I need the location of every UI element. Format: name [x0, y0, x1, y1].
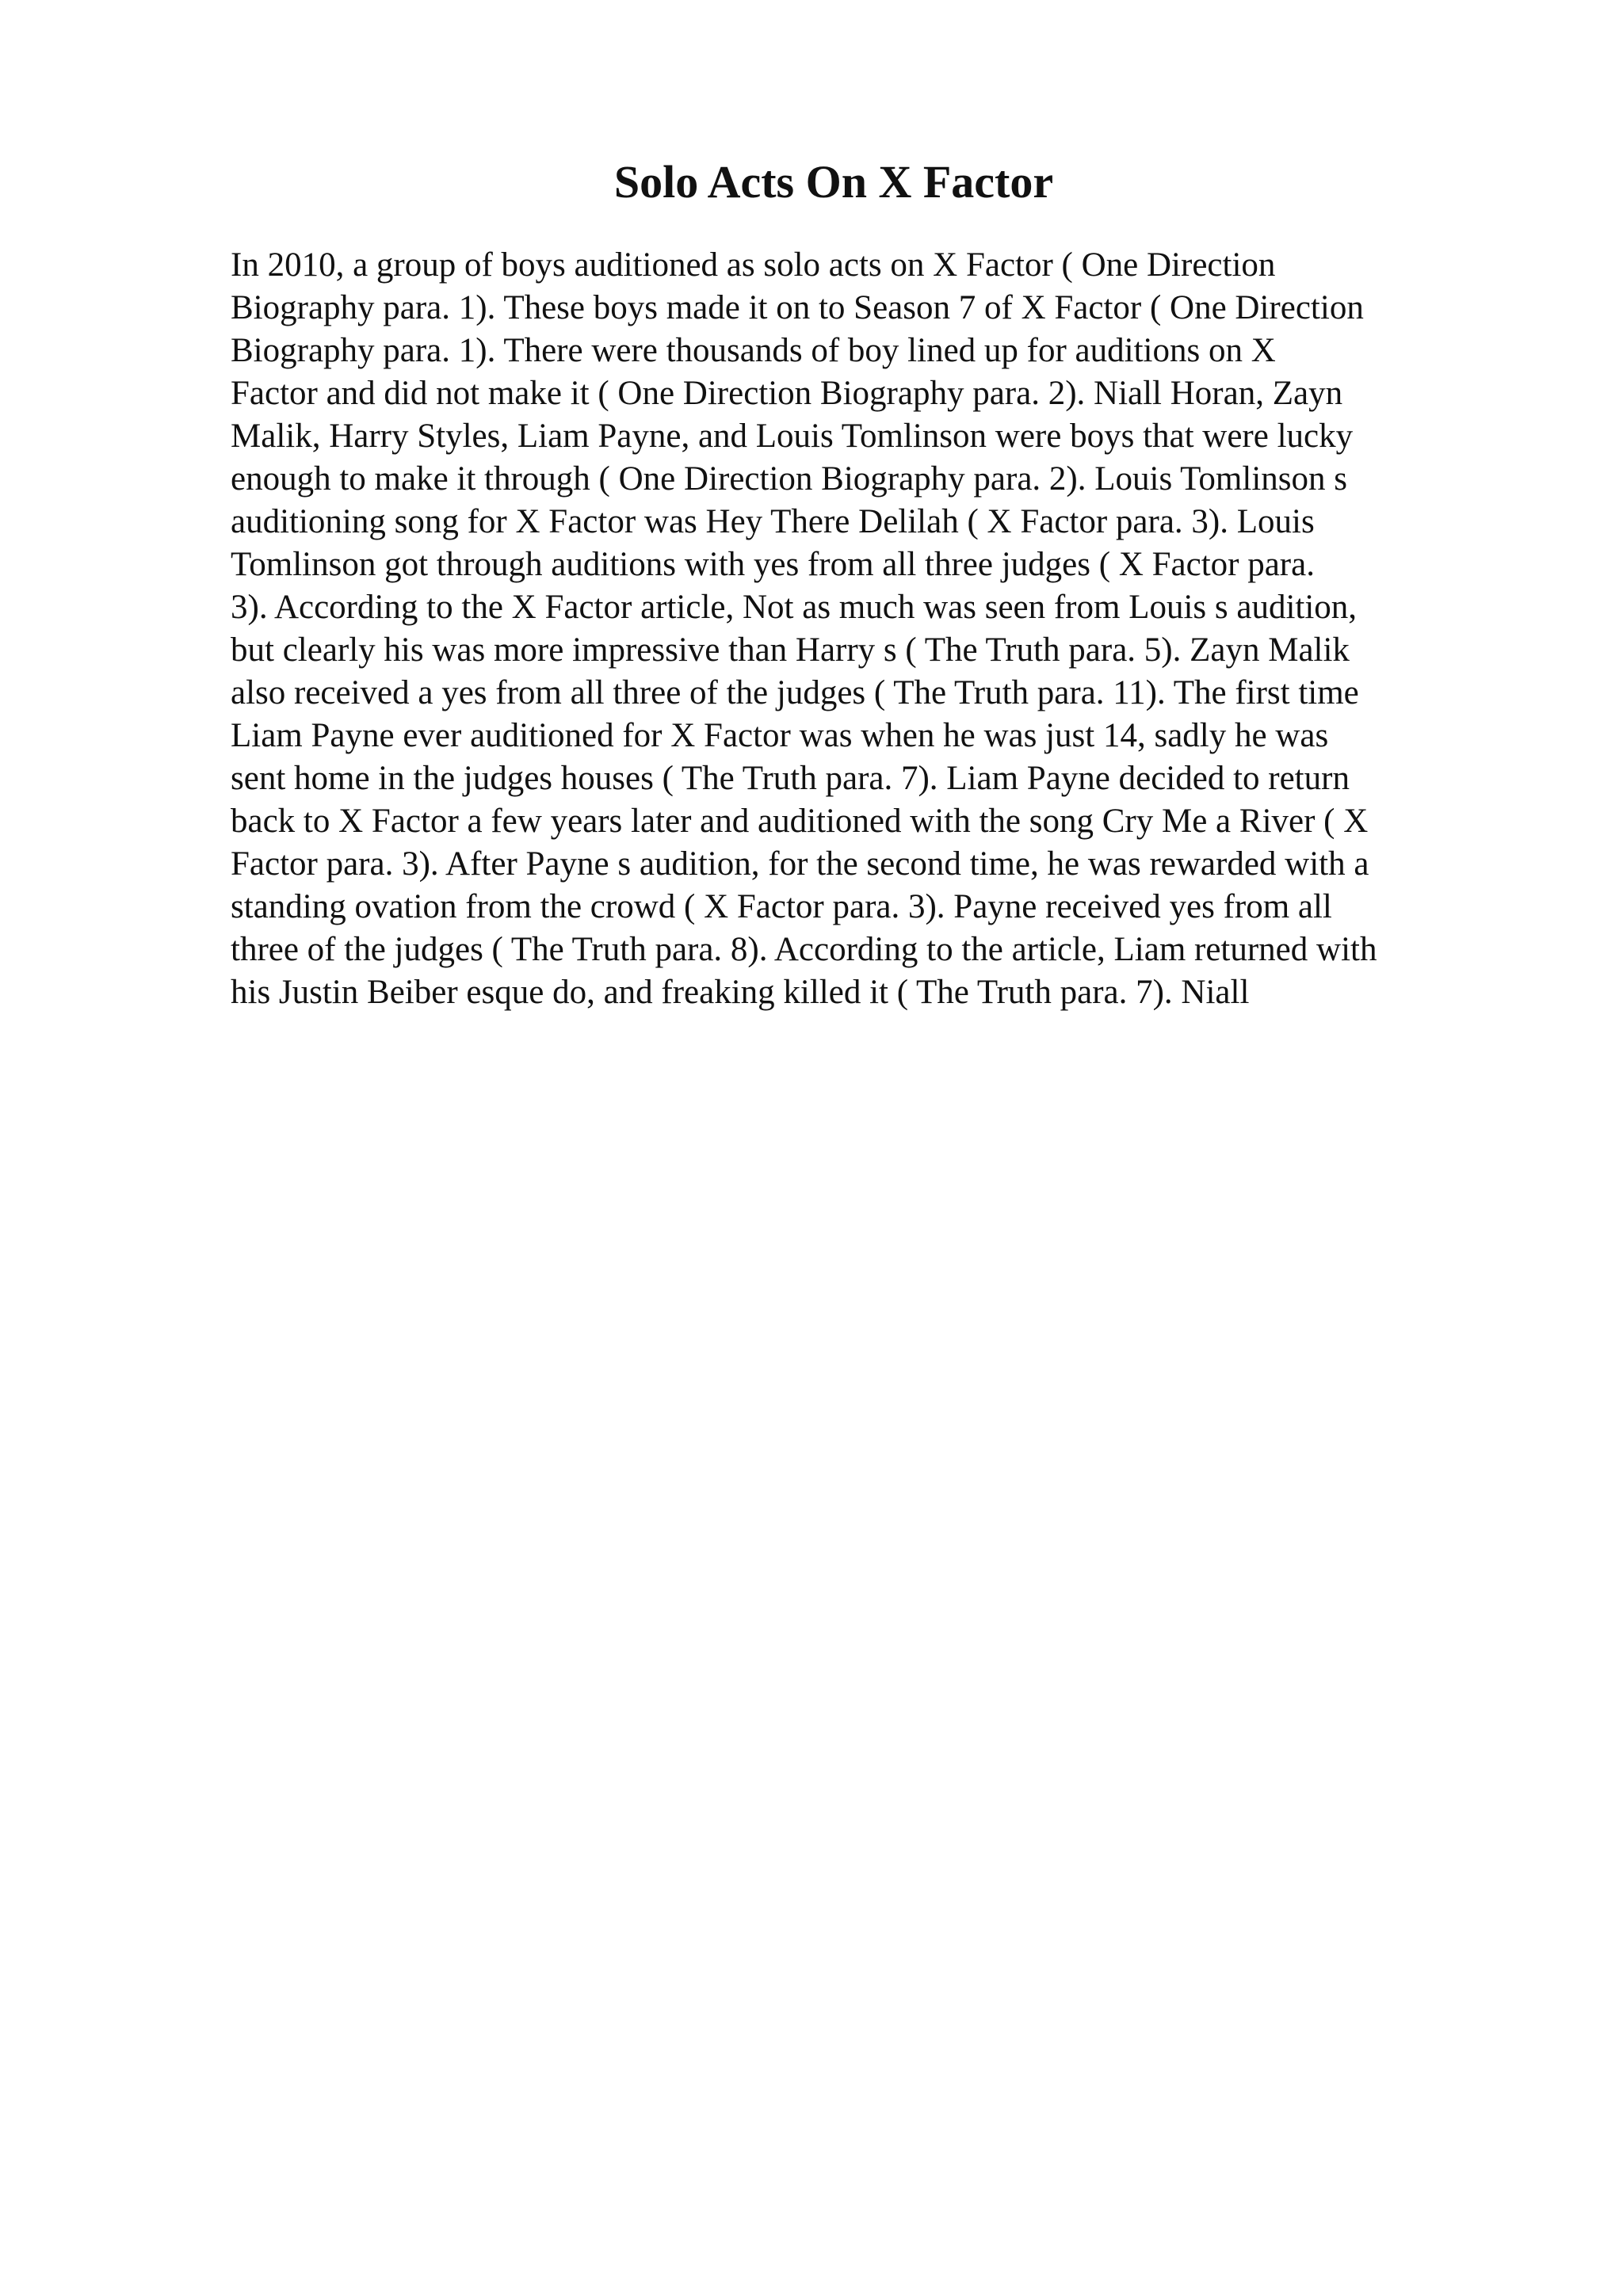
paragraph-line: Factor and did not make it ( One Direction Biography para. 2). Niall Horan, Zayn: [231, 375, 1343, 412]
paragraph-line: enough to make it through ( One Direction Biography para. 2). Louis Tomlinson s: [231, 460, 1347, 498]
paragraph-line: 3). According to the X Factor article, Not as much was seen from Louis s audition,: [231, 589, 1358, 626]
paragraph-line: his Justin Beiber esque do, and freaking killed it ( The Truth para. 7). Niall: [231, 974, 1250, 1011]
body-paragraph: [231, 244, 1499, 1014]
paragraph-line: standing ovation from the crowd ( X Factor para. 3). Payne received yes from all: [231, 888, 1332, 925]
paragraph-line: Malik, Harry Styles, Liam Payne, and Louis Tomlinson were boys that were lucky: [231, 418, 1354, 455]
paragraph-line: Factor para. 3). After Payne s audition, for the second time, he was rewarded with a: [231, 845, 1369, 883]
document-title: Solo Acts On X Factor: [613, 156, 1054, 208]
paragraph-line: also received a yes from all three of the judges ( The Truth para. 11). The first time: [231, 674, 1359, 711]
paragraph-line: but clearly his was more impressive than Harry s ( The Truth para. 5). Zayn Malik: [231, 631, 1350, 669]
paragraph-line: sent home in the judges houses ( The Truth para. 7). Liam Payne decided to return: [231, 760, 1350, 797]
paragraph-line: Biography para. 1). These boys made it on to Season 7 of X Factor ( One Direction: [231, 289, 1364, 326]
paragraph-line: back to X Factor a few years later and auditioned with the song Cry Me a River ( X: [231, 803, 1369, 840]
paragraph-line: Liam Payne ever auditioned for X Factor was when he was just 14, sadly he was: [231, 717, 1329, 754]
paragraph-line: Tomlinson got through auditions with yes from all three judges ( X Factor para.: [231, 546, 1315, 583]
paragraph-line: three of the judges ( The Truth para. 8). According to the article, Liam returned with: [231, 931, 1377, 968]
paragraph-line: Biography para. 1). There were thousands of boy lined up for auditions on X: [231, 332, 1276, 369]
paragraph-line: In 2010, a group of boys auditioned as solo acts on X Factor ( One Direction: [231, 246, 1276, 284]
paragraph-line: auditioning song for X Factor was Hey There Delilah ( X Factor para. 3). Louis: [231, 503, 1315, 540]
